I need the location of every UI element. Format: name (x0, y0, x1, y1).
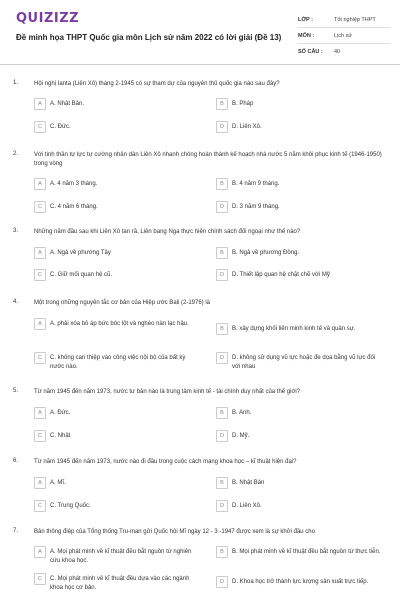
option-text: B. Ngả về phương Đông. (232, 250, 299, 256)
option-letter-box: B (216, 98, 228, 110)
question-number: 4. (13, 299, 19, 305)
option-text: D. 3 năm 9 tháng. (232, 204, 280, 210)
question-number: 2. (13, 151, 19, 157)
question-4 (0, 299, 400, 379)
option-letter-box: B (216, 323, 228, 335)
option-letter-box: C (34, 352, 46, 364)
meta-row-class (298, 12, 390, 28)
option-text: C. Nhật (50, 433, 71, 439)
option-letter-box: D (216, 352, 228, 364)
option-text: C. Trung Quốc. (50, 503, 91, 509)
option-text: D. không sử dụng vũ lực hoặc đe dọa bằng vũ lực đối với nhau (232, 355, 376, 370)
option-text: B. Nhật Bản (232, 480, 265, 486)
option-text: C. Đức. (50, 124, 71, 130)
option-text: C. không can thiệp vào công việc nội bộ của bất kỳ nước nào. (50, 355, 186, 370)
meta-label: LỚP : (298, 16, 313, 23)
option-letter-box: A (34, 546, 46, 558)
option-letter-box: A (34, 318, 46, 330)
option-text: C. Mọi phát minh về kĩ thuật đều dựa vào các ngành khoa học cơ bản. (50, 576, 190, 591)
option-text: D. Thiết lập quan hệ chặt chẽ với Mỹ (232, 272, 330, 278)
option-letter-box: A (34, 178, 46, 190)
option-text: A. Mĩ. (50, 480, 66, 486)
quizizz-logo: QUIZIZZ (16, 11, 80, 26)
option-letter-box: D (216, 576, 228, 588)
question-number: 1. (13, 80, 19, 86)
question-text: Từ năm 1945 đến năm 1973, nước nào đi đầu trong cuộc cách mạng khoa học – kĩ thuật hiện đại? (34, 459, 297, 465)
option-letter-box: B (216, 178, 228, 190)
header-divider (0, 64, 400, 65)
meta-value: 40 (334, 48, 341, 55)
option-text: A. Đức. (50, 410, 71, 416)
question-3 (0, 228, 400, 288)
option-letter-box: A (34, 477, 46, 489)
option-text: B. 4 năm 9 tháng. (232, 181, 280, 187)
question-text: Từ năm 1945 đến năm 1973, nước tư bản nào là trung tâm kinh tế - tài chính duy nhất của thế giới? (34, 389, 301, 395)
option-letter-box: B (216, 407, 228, 419)
option-text: D. Liên Xô. (232, 124, 262, 130)
option-letter-box: A (34, 247, 46, 259)
option-text: D. Khoa học trở thành lực lượng sản xuất trực tiếp. (232, 579, 369, 585)
question-text: Với tinh thần tự lực tự cường nhân dân Liên Xô nhanh chóng hoàn thành kế hoạch nhà nước 5 năm khôi phục kinh tế (1946-1950) trong vòng (34, 152, 382, 167)
option-letter-box: C (34, 201, 46, 213)
option-text: C. 4 năm 6 tháng. (50, 204, 98, 210)
option-letter-box: D (216, 500, 228, 512)
option-text: A. Ngả về phương Tây (50, 250, 111, 256)
option-letter-box: A (34, 407, 46, 419)
option-text: A. Mọi phát minh về kĩ thuật đều bắt nguồn từ nghiên cứu khoa học. (50, 549, 192, 564)
meta-row-count (298, 44, 390, 59)
meta-value: Tốt nghiệp THPT (334, 16, 376, 23)
option-text: D. Mỹ. (232, 433, 250, 439)
option-letter-box: A (34, 98, 46, 110)
question-1 (0, 80, 400, 140)
option-letter-box: C (34, 121, 46, 133)
option-text: D. Liên Xô. (232, 503, 262, 509)
worksheet-title: Đề minh họa THPT Quốc gia môn Lịch sử năm 2022 có lời giải (Đề 13) (16, 33, 282, 42)
question-number: 5. (13, 388, 19, 394)
option-letter-box: D (216, 430, 228, 442)
option-letter-box: B (216, 546, 228, 558)
option-letter-box: C (34, 500, 46, 512)
option-letter-box: B (216, 247, 228, 259)
question-6 (0, 458, 400, 518)
question-text: Bản thông điệp của Tổng thống Tru-man gửi Quốc hội Mĩ ngày 12 - 3 -1947 được xem là sự khởi đầu cho (34, 529, 315, 535)
question-text: Một trong những nguyên tắc cơ bản của Hiệp ước Bali (2-1976) là (34, 300, 210, 306)
option-text: A. 4 năm 3 tháng. (50, 181, 98, 187)
question-7 (0, 528, 400, 598)
question-number: 3. (13, 228, 19, 234)
meta-row-subject (298, 28, 390, 44)
option-text: A. Nhật Bản. (50, 101, 85, 107)
question-text: Hội nghị Ianta (Liên Xô) tháng 2-1945 có sự tham dự của nguyên thủ quốc gia nào sau đây? (34, 81, 280, 87)
question-number: 7. (13, 528, 19, 534)
question-number: 6. (13, 458, 19, 464)
option-text: B. Pháp (232, 101, 254, 107)
question-text: Những năm đầu sau khi Liên Xô tan rã, Liên bang Nga thực hiện chính sách đối ngoại như thế nào? (34, 229, 301, 235)
meta-label: MÔN : (298, 32, 315, 39)
meta-label: SỐ CÂU : (298, 48, 323, 55)
meta-value: Lịch sử (334, 32, 353, 39)
option-letter-box: C (34, 430, 46, 442)
option-letter-box: D (216, 201, 228, 213)
option-letter-box: D (216, 269, 228, 281)
option-letter-box: D (216, 121, 228, 133)
option-text: B. xây dựng khối liên minh kinh tế và quân sự. (232, 326, 356, 332)
option-text: C. Giữ mối quan hệ cũ. (50, 272, 113, 278)
option-letter-box: C (34, 573, 46, 585)
option-letter-box: B (216, 477, 228, 489)
question-5 (0, 388, 400, 448)
option-text: B. Anh. (232, 410, 252, 416)
question-2 (0, 151, 400, 221)
option-letter-box: C (34, 269, 46, 281)
option-text: B. Mọi phát minh về kĩ thuật đều bắt nguồn từ thực tiễn. (232, 549, 381, 555)
option-text: A. phải xóa bỏ áp bức bóc lột và nghèo nàn lạc hậu. (50, 321, 189, 327)
worksheet-meta (298, 12, 390, 59)
worksheet-header (0, 0, 400, 62)
